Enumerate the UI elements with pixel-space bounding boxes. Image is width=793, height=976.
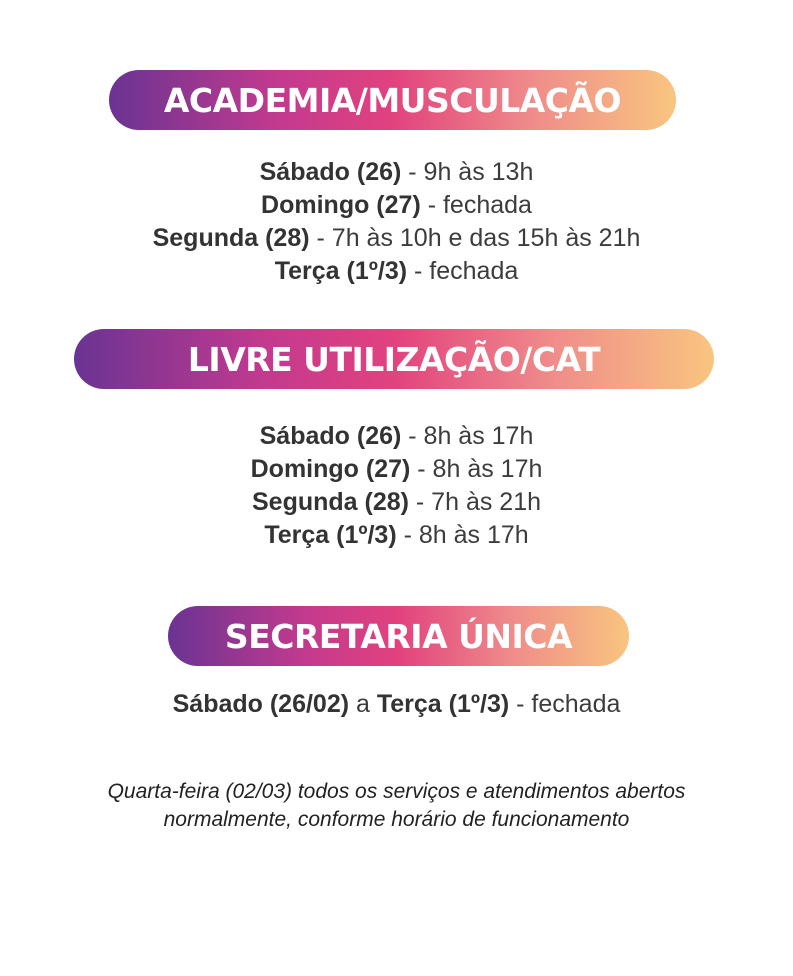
schedule-row — [0, 189, 793, 222]
schedule-academia — [0, 156, 793, 288]
day-label: Terça (1º/3) — [376, 690, 510, 718]
section-title: LIVRE UTILIZAÇÃO/CAT — [187, 339, 601, 379]
day-label: Terça (1º/3) — [264, 521, 397, 549]
section-header-livre-utilizacao — [74, 329, 714, 389]
day-label: Segunda (28) — [152, 224, 310, 252]
schedule-livre-utilizacao — [0, 420, 793, 552]
schedule-row — [0, 156, 793, 189]
hours-text: - 7h às 21h — [408, 488, 541, 516]
day-label: Sábado (26) — [259, 158, 402, 186]
schedule-row — [0, 688, 793, 721]
schedule-row — [0, 519, 793, 552]
hours-text: - 7h às 10h e das 15h às 21h — [309, 224, 641, 252]
day-label: Domingo (27) — [261, 191, 421, 219]
hours-text: - fechada — [509, 690, 621, 718]
hours-text: - 9h às 13h — [401, 158, 534, 186]
day-label: Sábado (26) — [259, 422, 402, 450]
day-label: Segunda (28) — [251, 488, 409, 516]
section-header-secretaria — [168, 606, 629, 666]
schedule-row — [0, 453, 793, 486]
footer-note — [0, 778, 793, 834]
section-title: ACADEMIA/MUSCULAÇÃO — [163, 80, 622, 120]
hours-text: - 8h às 17h — [396, 521, 529, 549]
schedule-secretaria — [0, 688, 793, 721]
note-line: Quarta-feira (02/03) todos os serviços e atendimentos abertos — [107, 780, 686, 803]
section-title: SECRETARIA ÚNICA — [224, 616, 573, 656]
hours-text: - 8h às 17h — [410, 455, 543, 483]
day-label: Domingo (27) — [250, 455, 411, 483]
hours-text: - 8h às 17h — [401, 422, 534, 450]
hours-text: - fechada — [420, 191, 532, 219]
schedule-row — [0, 222, 793, 255]
day-label: Terça (1º/3) — [274, 257, 408, 285]
schedule-row — [0, 420, 793, 453]
day-label: Sábado (26/02) — [172, 690, 350, 718]
note-line: normalmente, conforme horário de funcionamento — [163, 808, 630, 831]
schedule-row — [0, 486, 793, 519]
schedule-row — [0, 255, 793, 288]
section-header-academia — [109, 70, 676, 130]
hours-text: - fechada — [407, 257, 519, 285]
connector-text: a — [349, 690, 377, 718]
